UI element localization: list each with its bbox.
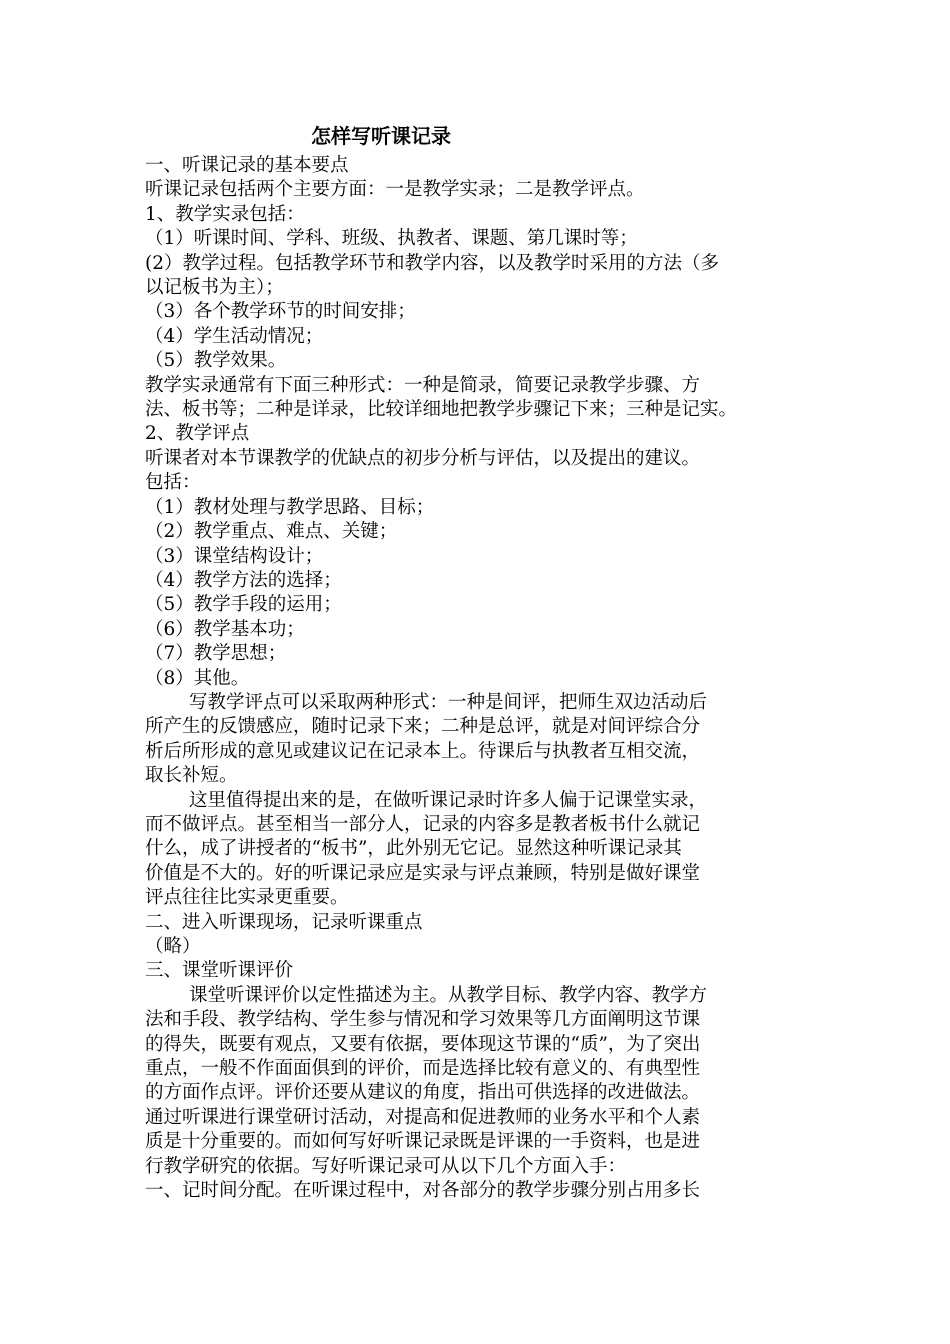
text-line: 听课者对本节课教学的优缺点的初步分析与评估，以及提出的建议。	[145, 447, 701, 469]
text-line: 包括：	[145, 472, 201, 494]
text-line: 2、教学评点	[145, 423, 250, 445]
text-line: （2）教学重点、难点、关键；	[145, 521, 398, 543]
document-title: 怎样写听课记录	[311, 124, 451, 148]
text-line: 以记板书为主）；	[145, 277, 284, 299]
text-line: 三、课堂听课评价	[145, 960, 294, 982]
text-line: （7）教学思想；	[145, 643, 287, 665]
document-page	[145, 118, 825, 1203]
text-line: （5）教学效果。	[145, 350, 287, 372]
text-line: 重点，一般不作面面俱到的评价，而是选择比较有意义的、有典型性	[145, 1058, 701, 1080]
text-line: 所产生的反馈感应，随时记录下来；二种是总评，就是对间评综合分	[145, 716, 701, 738]
text-line: 教学实录通常有下面三种形式：一种是简录，简要记录教学步骤、方	[145, 374, 701, 396]
text-line: 写教学评点可以采取两种形式：一种是间评，把师生双边活动后	[189, 691, 708, 713]
text-line: （1）教材处理与教学思路、目标；	[145, 496, 435, 518]
text-line: 的得失，既要有观点，又要有依据，要体现这节课的“质”，为了突出	[145, 1033, 701, 1055]
text-line: 的方面作点评。评价还要从建议的角度，指出可供选择的改进做法。	[145, 1082, 701, 1104]
text-line: （5）教学手段的运用；	[145, 594, 342, 616]
text-line: 析后所形成的意见或建议记在记录本上。待课后与执教者互相交流，	[145, 740, 701, 762]
text-line: 二、进入听课现场，记录听课重点	[145, 911, 423, 933]
text-line: 而不做评点。甚至相当一部分人，记录的内容多是教者板书什么就记	[145, 813, 701, 835]
text-line: 行教学研究的依据。写好听课记录可从以下几个方面入手：	[145, 1155, 627, 1177]
text-line: (2）教学过程。包括教学环节和教学内容，以及教学时采用的方法（多	[145, 252, 719, 274]
text-line: （略）	[145, 936, 201, 957]
text-line: （3）各个教学环节的时间安排；	[145, 301, 416, 323]
text-line: 通过听课进行课堂研讨活动，对提高和促进教师的业务水平和个人素	[145, 1106, 701, 1128]
text-line: 取长补短。	[145, 765, 238, 787]
text-line: 价值是不大的。好的听课记录应是实录与评点兼顾，特别是做好课堂	[145, 862, 701, 884]
text-line: 听课记录包括两个主要方面：一是教学实录；二是教学评点。	[145, 179, 645, 201]
text-line: （1）听课时间、学科、班级、执教者、课题、第几课时等；	[145, 228, 638, 250]
text-line: 法、板书等；二种是详录，比较详细地把教学步骤记下来；三种是记实。	[145, 399, 738, 421]
text-line: （4）学生活动情况；	[145, 325, 324, 347]
text-line: 1、教学实录包括：	[145, 203, 305, 225]
text-line: 什么，成了讲授者的“板书”，此外别无它记。显然这种听课记录其	[145, 838, 682, 860]
text-line: 课堂听课评价以定性描述为主。从教学目标、教学内容、教学方	[189, 984, 708, 1006]
text-line: 一、记时间分配。在听课过程中，对各部分的教学步骤分别占用多长	[145, 1180, 701, 1202]
text-line: （3）课堂结构设计；	[145, 545, 324, 567]
text-line: （4）教学方法的选择；	[145, 569, 342, 591]
text-line: 法和手段、教学结构、学生参与情况和学习效果等几方面阐明这节课	[145, 1009, 701, 1031]
text-line: 质是十分重要的。而如何写好听课记录既是评课的一手资料，也是进	[145, 1131, 701, 1153]
text-line: （8）其他。	[145, 667, 250, 689]
text-line: 这里值得提出来的是，在做听课记录时许多人偏于记课堂实录，	[189, 789, 708, 811]
text-line: 评点往往比实录更重要。	[145, 887, 349, 909]
text-line: 一、听课记录的基本要点	[145, 155, 349, 176]
document-body	[145, 154, 825, 1203]
text-line: （6）教学基本功；	[145, 618, 305, 640]
